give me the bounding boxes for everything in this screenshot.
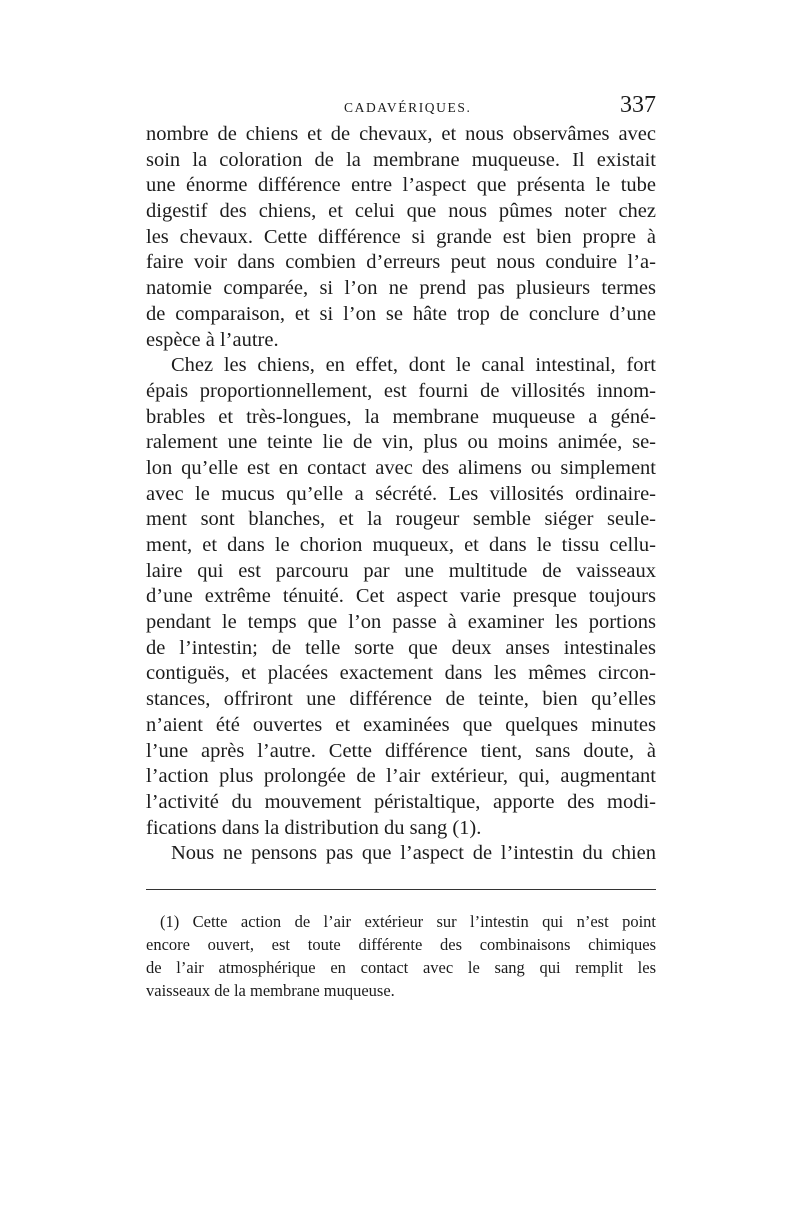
text-line: brables et très-longues, la membrane muqueuse a géné- (146, 405, 656, 428)
text-line: laire qui est parcouru par une multitude de vaisseaux (146, 559, 656, 582)
page-number: 337 (620, 92, 656, 118)
text-line: espèce à l’autre. (146, 328, 279, 351)
text-line: ment sont blanches, et la rougeur semble siéger seule- (146, 508, 656, 531)
text-line: n’aient été ouvertes et examinées que quelques minutes (146, 713, 656, 736)
footnotes (146, 910, 656, 1002)
footnote-divider (146, 889, 656, 890)
text-line: natomie comparée, si l’on ne prend pas plusieurs termes (146, 277, 656, 300)
text-line: de comparaison, et si l’on se hâte trop de conclure d’une (146, 302, 656, 325)
text-line: faire voir dans combien d’erreurs peut nous conduire l’a- (146, 251, 656, 274)
text-line: ralement une teinte lie de vin, plus ou moins animée, se- (146, 431, 656, 454)
text-line: une énorme différence entre l’aspect que présenta le tube (146, 174, 656, 197)
text-line: fications dans la distribution du sang (1). (146, 816, 482, 839)
footnote-line: vaisseaux de la membrane muqueuse. (146, 980, 395, 1000)
text-line: Chez les chiens, en effet, dont le canal intestinal, fort (171, 354, 656, 377)
text-line: ment, et dans le chorion muqueux, et dans le tissu cellu- (146, 534, 656, 556)
text-line: lon qu’elle est en contact avec des alimens ou simplement (146, 456, 656, 479)
footnote-line: (1) Cette action de l’air extérieur sur l’intestin qui n’est point (160, 911, 656, 931)
footnote-line: de l’air atmosphérique en contact avec le sang qui remplit les (146, 957, 656, 977)
text-line: pendant le temps que l’on passe à examiner les portions (146, 611, 656, 634)
text-line: épais proportionnellement, est fourni de villosités innom- (146, 379, 656, 402)
main-text (146, 122, 656, 867)
text-line: l’action plus prolongée de l’air extérieur, qui, augmentant (146, 765, 656, 788)
text-line: avec le mucus qu’elle a sécrété. Les villosités ordinaire- (146, 482, 656, 505)
running-title: CADAVÉRIQUES. (344, 100, 472, 115)
text-line: soin la coloration de la membrane muqueuse. Il existait (146, 148, 656, 171)
text-line: l’une après l’autre. Cette différence tient, sans doute, à (146, 739, 656, 762)
text-line: stances, offriront une différence de teinte, bien qu’elles (146, 688, 656, 711)
text-line: contiguës, et placées exactement dans les mêmes circon- (146, 662, 656, 685)
text-line: les chevaux. Cette différence si grande est bien propre à (146, 225, 656, 248)
book-page (146, 92, 656, 1002)
text-line: digestif des chiens, et celui que nous pûmes noter chez (146, 200, 656, 223)
running-head (146, 92, 656, 122)
text-line: nombre de chiens et de chevaux, et nous observâmes avec (146, 123, 656, 145)
text-line: de l’intestin; de telle sorte que deux anses intestinales (146, 636, 656, 659)
text-line: l’activité du mouvement péristaltique, apporte des modi- (146, 790, 656, 813)
text-line: Nous ne pensons pas que l’aspect de l’intestin du chien (171, 842, 656, 865)
footnote-line: encore ouvert, est toute différente des combinaisons chimiques (146, 934, 656, 954)
text-line: d’une extrême ténuité. Cet aspect varie presque toujours (146, 585, 656, 608)
